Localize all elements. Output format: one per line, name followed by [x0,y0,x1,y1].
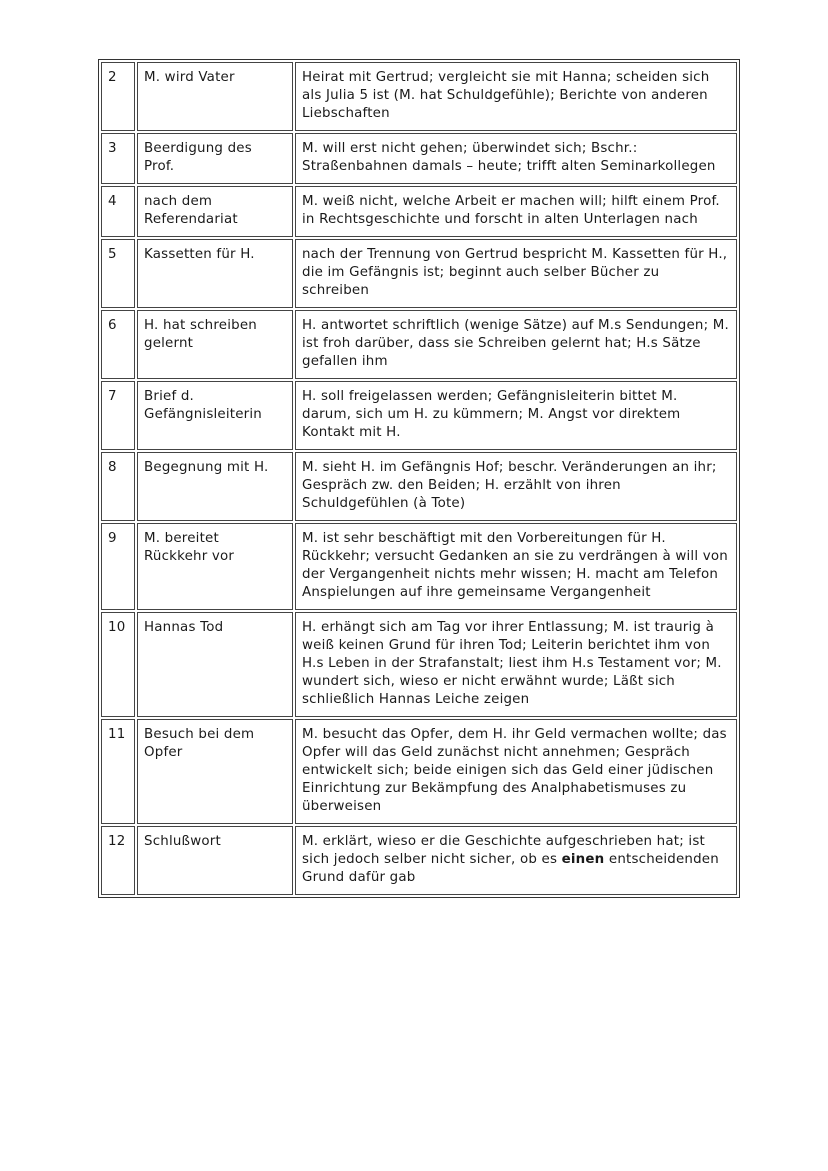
table-row [101,186,737,237]
table-row [101,523,737,610]
chapter-title: M. bereitet Rückkehr vor [137,523,293,610]
chapter-summary: M. ist sehr beschäftigt mit den Vorbereitungen für H. Rückkehr; versucht Gedanken an sie zu verdrängen à will von der Vergangenheit nichts mehr wissen; H. macht am Telefon Anspielungen auf ihre gemeinsame Vergangenheit [295,523,737,610]
chapter-title: Hannas Tod [137,612,293,717]
table-row [101,133,737,184]
table-row [101,239,737,308]
chapter-number: 4 [101,186,135,237]
chapter-title: Begegnung mit H. [137,452,293,521]
table-row [101,612,737,717]
chapter-summary: H. erhängt sich am Tag vor ihrer Entlassung; M. ist traurig à weiß keinen Grund für ihren Tod; Leiterin berichtet ihm von H.s Leben in der Strafanstalt; liest ihm H.s Testament vor; M. wundert sich, wieso er nicht erwähnt wurde; Läßt sich schließlich Hannas Leiche zeigen [295,612,737,717]
chapter-title: M. wird Vater [137,62,293,131]
table-row [101,310,737,379]
table-row [101,719,737,824]
chapter-number: 7 [101,381,135,450]
chapter-title: Beerdigung des Prof. [137,133,293,184]
summary-text: entscheidenden Grund dafür gab [302,852,719,885]
chapter-summary: M. sieht H. im Gefängnis Hof; beschr. Veränderungen an ihr; Gespräch zw. den Beiden; H. erzählt von ihren Schuldgefühlen (à Tote) [295,452,737,521]
chapter-number: 6 [101,310,135,379]
chapter-number: 8 [101,452,135,521]
table-row [101,381,737,450]
summary-text: M. erklärt, wieso er die Geschichte aufgeschrieben hat; ist sich jedoch selber nicht sicher, ob es [302,834,705,867]
chapter-title: Besuch bei dem Opfer [137,719,293,824]
chapter-summary: H. soll freigelassen werden; Gefängnisleiterin bittet M. darum, sich um H. zu kümmern; M. Angst vor direktem Kontakt mit H. [295,381,737,450]
chapter-summary-table [98,59,740,898]
chapter-number: 3 [101,133,135,184]
table-row [101,452,737,521]
chapter-summary: nach der Trennung von Gertrud bespricht M. Kassetten für H., die im Gefängnis ist; beginnt auch selber Bücher zu schreiben [295,239,737,308]
chapter-summary [295,826,737,895]
chapter-title: H. hat schreiben gelernt [137,310,293,379]
chapter-summary: M. will erst nicht gehen; überwindet sich; Bschr.: Straßenbahnen damals – heute; trifft alten Seminarkollegen [295,133,737,184]
chapter-number: 2 [101,62,135,131]
chapter-summary: H. antwortet schriftlich (wenige Sätze) auf M.s Sendungen; M. ist froh darüber, dass sie Schreiben gelernt hat; H.s Sätze gefallen ihm [295,310,737,379]
chapter-number: 12 [101,826,135,895]
chapter-number: 5 [101,239,135,308]
chapter-summary: Heirat mit Gertrud; vergleicht sie mit Hanna; scheiden sich als Julia 5 ist (M. hat Schuldgefühle); Berichte von anderen Liebschaften [295,62,737,131]
emphasized-word: einen [561,852,605,867]
chapter-summary: M. besucht das Opfer, dem H. ihr Geld vermachen wollte; das Opfer will das Geld zunächst nicht annehmen; Gespräch entwickelt sich; beide einigen sich das Geld einer jüdischen Einrichtung zur Bekämpfung des Analphabetismuses zu überweisen [295,719,737,824]
chapter-summary: M. weiß nicht, welche Arbeit er machen will; hilft einem Prof. in Rechtsgeschichte und forscht in alten Unterlagen nach [295,186,737,237]
chapter-title: Brief d. Gefängnisleiterin [137,381,293,450]
chapter-number: 11 [101,719,135,824]
table-row [101,826,737,895]
chapter-title: Kassetten für H. [137,239,293,308]
table-row [101,62,737,131]
chapter-number: 10 [101,612,135,717]
chapter-number: 9 [101,523,135,610]
chapter-title: Schlußwort [137,826,293,895]
chapter-title: nach dem Referendariat [137,186,293,237]
